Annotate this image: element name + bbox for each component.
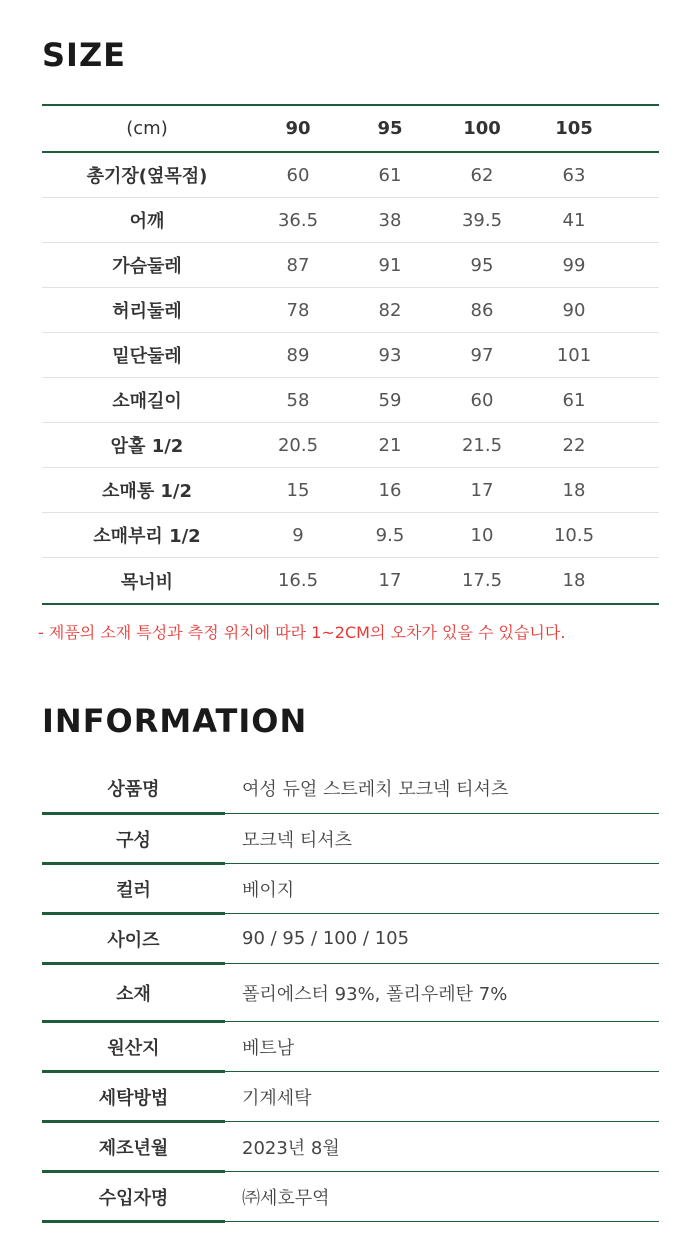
size-header-90: 90	[285, 118, 311, 139]
table-row	[42, 378, 659, 423]
info-label: 구성	[116, 829, 151, 851]
row-value: 60	[470, 389, 494, 411]
row-label: 암홀 1/2	[110, 436, 184, 457]
row-value: 91	[378, 254, 402, 276]
row-label: 밑단둘레	[112, 346, 182, 367]
info-label: 사이즈	[107, 929, 160, 951]
row-value: 101	[556, 344, 592, 366]
size-table-header	[42, 106, 659, 153]
row-label: 허리둘레	[112, 301, 182, 322]
row-value: 39.5	[461, 209, 503, 231]
row-value: 10.5	[553, 524, 595, 546]
info-value: 90 / 95 / 100 / 105	[242, 928, 410, 949]
row-value: 60	[286, 164, 310, 186]
row-value: 22	[562, 434, 586, 456]
row-value: 78	[286, 299, 310, 321]
info-label: 세탁방법	[98, 1087, 169, 1109]
row-value: 17.5	[461, 570, 503, 591]
row-value: 36.5	[277, 209, 319, 231]
row-value: 59	[378, 389, 402, 411]
size-table	[42, 104, 659, 605]
unit-header: (cm)	[126, 118, 168, 139]
info-value: 2023년 8월	[242, 1137, 340, 1159]
row-value: 18	[562, 570, 586, 591]
row-value: 90	[562, 299, 586, 321]
info-label: 제조년월	[98, 1137, 169, 1159]
info-table	[42, 763, 659, 1222]
row-value: 17	[470, 479, 494, 501]
info-row-importer	[42, 1172, 659, 1222]
row-label: 소매통 1/2	[101, 481, 193, 502]
size-section-title: SIZE	[42, 36, 127, 74]
info-value: 기계세탁	[242, 1087, 312, 1109]
table-row	[42, 468, 659, 513]
table-row	[42, 243, 659, 288]
row-label: 어깨	[129, 211, 165, 232]
row-value: 18	[562, 479, 586, 501]
table-row	[42, 288, 659, 333]
row-value: 17	[378, 570, 402, 591]
row-value: 63	[562, 164, 586, 186]
row-value: 87	[286, 254, 310, 276]
info-value: 폴리에스터 93%, 폴리우레탄 7%	[242, 983, 508, 1005]
row-value: 82	[378, 299, 402, 321]
info-label: 수입자명	[98, 1187, 169, 1209]
row-value: 9	[292, 524, 304, 546]
table-row	[42, 423, 659, 468]
size-header-100: 100	[463, 118, 501, 139]
info-row-size	[42, 914, 659, 964]
row-label: 소매길이	[112, 391, 182, 412]
info-label: 소재	[116, 983, 151, 1005]
row-value: 95	[470, 254, 494, 276]
row-value: 20.5	[277, 434, 319, 456]
row-label: 총기장(옆목점)	[86, 166, 208, 187]
info-row-product-name	[42, 763, 659, 814]
row-value: 38	[378, 209, 402, 231]
table-row	[42, 513, 659, 558]
info-row-washing	[42, 1072, 659, 1122]
row-value: 16.5	[277, 570, 319, 591]
info-value: 베이지	[242, 879, 295, 901]
row-value: 89	[286, 344, 310, 366]
info-section-title: INFORMATION	[42, 702, 308, 740]
info-label: 컬러	[116, 879, 151, 901]
info-row-composition	[42, 814, 659, 864]
table-row	[42, 333, 659, 378]
row-label: 목너비	[120, 571, 174, 593]
row-value: 99	[562, 254, 586, 276]
info-value: 여성 듀얼 스트레치 모크넥 티셔츠	[242, 779, 509, 800]
row-value: 61	[378, 164, 402, 186]
size-header-95: 95	[377, 118, 403, 139]
info-row-manufacture-date	[42, 1122, 659, 1172]
info-row-origin	[42, 1022, 659, 1072]
row-value: 16	[378, 479, 402, 501]
row-value: 10	[470, 524, 494, 546]
table-row	[42, 153, 659, 198]
row-label: 가슴둘레	[112, 256, 182, 277]
row-value: 15	[286, 479, 310, 501]
row-value: 21	[378, 434, 402, 456]
row-value: 9.5	[375, 524, 405, 546]
row-value: 41	[562, 209, 586, 231]
info-value: 모크넥 티셔츠	[242, 829, 353, 851]
row-value: 62	[470, 164, 494, 186]
info-row-material	[42, 964, 659, 1022]
row-value: 21.5	[461, 434, 503, 456]
row-value: 93	[378, 344, 402, 366]
row-value: 61	[562, 389, 586, 411]
measurement-note: - 제품의 소재 특성과 측정 위치에 따라 1~2CM의 오차가 있을 수 있습니다.	[38, 623, 566, 642]
table-row	[42, 198, 659, 243]
info-value: 베트남	[242, 1037, 295, 1059]
row-value: 97	[470, 344, 494, 366]
row-value: 86	[470, 299, 494, 321]
size-header-105: 105	[555, 118, 593, 139]
row-label: 소매부리 1/2	[93, 526, 201, 547]
info-label: 원산지	[107, 1037, 160, 1059]
info-label: 상품명	[107, 779, 160, 800]
row-value: 58	[286, 389, 310, 411]
table-row	[42, 558, 659, 603]
info-value: ㈜세호무역	[242, 1187, 330, 1209]
info-row-color	[42, 864, 659, 914]
